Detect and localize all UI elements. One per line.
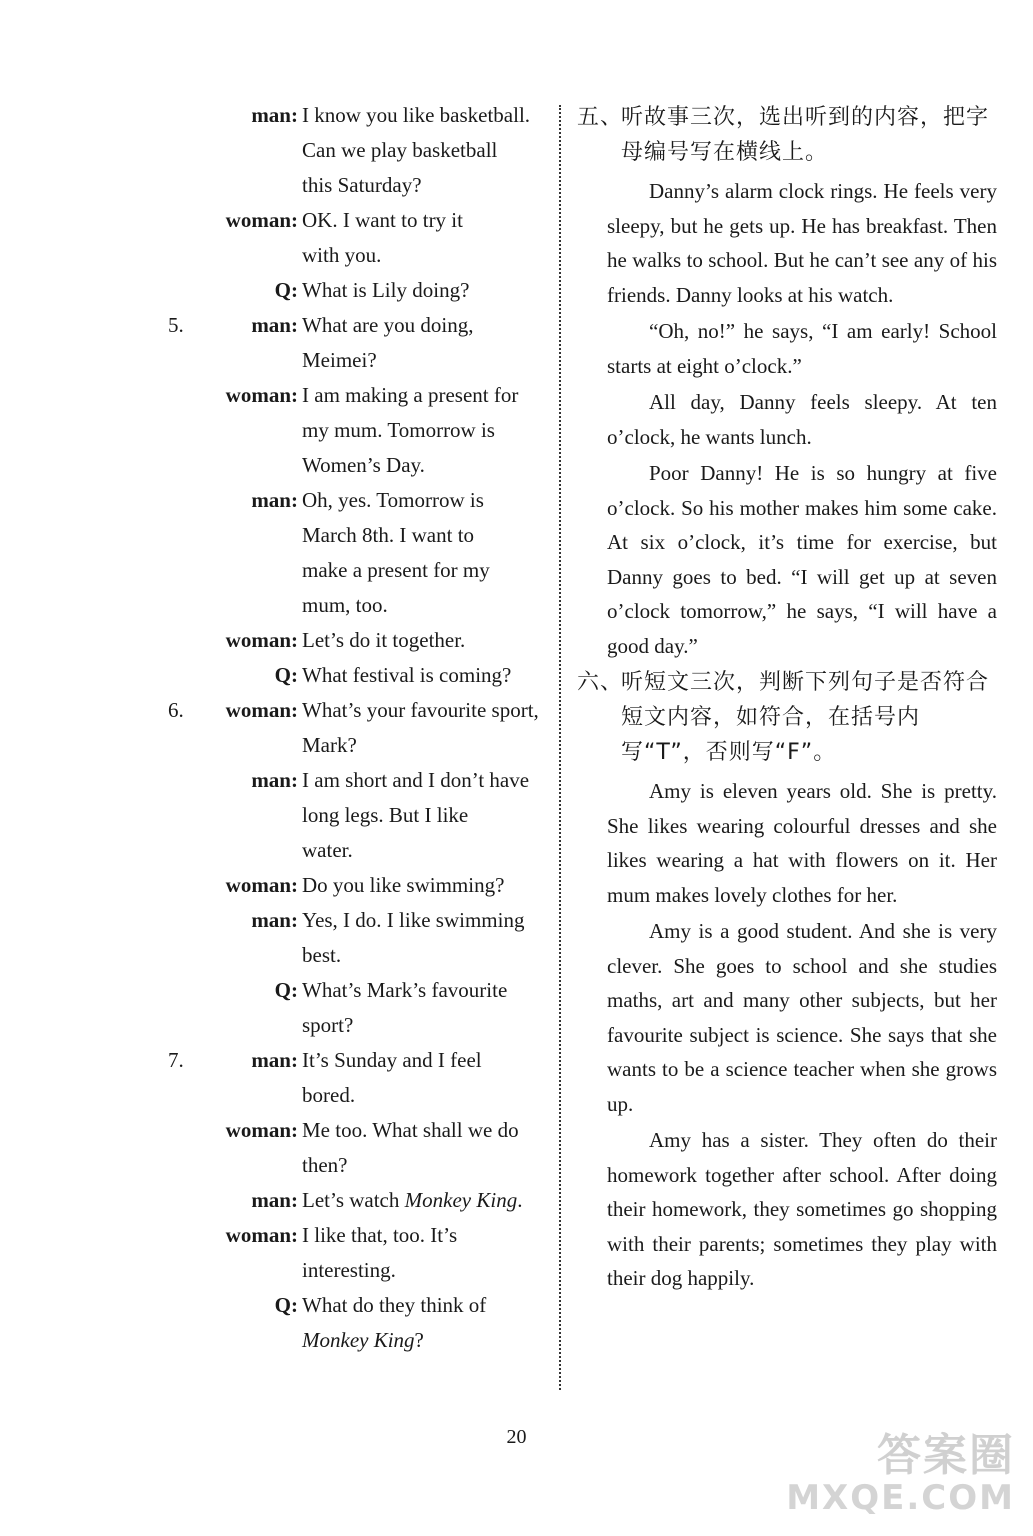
- dialogue-turn: [150, 483, 550, 623]
- dialogue-text-line: March 8th. I want to: [302, 523, 475, 547]
- question-number: 6.: [168, 698, 184, 722]
- dialogue-turn: [150, 693, 550, 763]
- dialogue-text-line: bored.: [302, 1083, 356, 1107]
- dialogue-text-line: Monkey King?: [302, 1328, 424, 1352]
- speaker-label: woman :: [226, 693, 298, 728]
- dialogue-text-line: What’s Mark’s favourite: [302, 978, 508, 1002]
- dialogue-text-line: What festival is coming?: [302, 663, 512, 687]
- speaker-label: woman :: [226, 1218, 298, 1253]
- dialogue-turn: [150, 378, 550, 483]
- dialogue-turn: [150, 623, 550, 658]
- column-divider: [559, 105, 561, 1390]
- dialogue-turn: [150, 98, 550, 203]
- section-5-story: [577, 174, 997, 663]
- dialogue-turn: [150, 1113, 550, 1183]
- dialogue-turn: [150, 973, 550, 1043]
- passage-paragraph: Amy is a good student. And she is very clever. She goes to school and she studies maths, art and many other subjects, but her favourite subject is science. She says that she wants to be a science teacher when she grows up.: [607, 919, 997, 1116]
- question-number: 5.: [168, 313, 184, 337]
- speaker-label: woman :: [226, 378, 298, 413]
- dialogue-turn: [150, 658, 550, 693]
- speaker-label: man :: [251, 1043, 298, 1078]
- section-6-number: 六、: [577, 670, 624, 695]
- speaker-label: Q :: [275, 1288, 298, 1323]
- dialogue-text-line: Let’s do it together.: [302, 628, 466, 652]
- story-paragraph: All day, Danny feels sleepy. At ten o’clock, he wants lunch.: [607, 390, 997, 449]
- dialogue-text-line: Can we play basketball: [302, 138, 498, 162]
- dialogue-turn: [150, 868, 550, 903]
- dialogue-text-line: best.: [302, 943, 342, 967]
- dialogue-text-line: long legs. But I like: [302, 803, 469, 827]
- page-number: 20: [506, 1426, 527, 1448]
- watermark-chinese: 答案圈: [877, 1430, 1015, 1481]
- dialogue-text-line: I am making a present for: [302, 383, 519, 407]
- dialogue-text-line: make a present for my: [302, 558, 490, 582]
- dialogue-text-line: I like that, too. It’s: [302, 1223, 458, 1247]
- dialogue-text-line: then?: [302, 1153, 348, 1177]
- dialogue-text-line: I am short and I don’t have: [302, 768, 530, 792]
- dialogue-text-line: What is Lily doing?: [302, 278, 470, 302]
- story-paragraph: Poor Danny! He is so hungry at five o’clock. So his mother makes him some cake. At six o’clock, it’s time for exercise, but Danny goes to bed. “I will get up at seven o’clock tomorrow,” he says, “I will have a good day.”: [607, 461, 997, 658]
- section-6-passage: [577, 774, 997, 1296]
- dialogue-turn: [150, 763, 550, 868]
- story-paragraph: Danny’s alarm clock rings. He feels very sleepy, but he gets up. He has breakfast. Then he walks to school. But he can’t see any of his friends. Danny looks at his watch.: [607, 179, 997, 307]
- section-5-number: 五、: [577, 105, 624, 130]
- dialogue-turn: [150, 1183, 550, 1218]
- dialogue-text-line: with you.: [302, 243, 382, 267]
- section-6-heading: [577, 665, 997, 770]
- speaker-label: Q :: [275, 273, 298, 308]
- dialogue-text-line: Women’s Day.: [302, 453, 425, 477]
- dialogue-text-line: What do they think of: [302, 1293, 487, 1317]
- speaker-label: man :: [251, 308, 298, 343]
- dialogue-text-line: Me too. What shall we do: [302, 1118, 519, 1142]
- dialogue-turn: [150, 308, 550, 378]
- dialogue-text-line: this Saturday?: [302, 173, 422, 197]
- speaker-label: man :: [251, 98, 298, 133]
- dialogue-text-line: I know you like basketball.: [302, 103, 531, 127]
- dialogue-text-line: Meimei?: [302, 348, 377, 372]
- dialogue-turn: [150, 903, 550, 973]
- passage-column: [577, 100, 997, 1298]
- speaker-label: man :: [251, 1183, 298, 1218]
- section-6-instruction: 听短文三次，判断下列句子是否符合短文内容，如符合，在括号内写“T”，否则写“F”。: [621, 670, 990, 765]
- dialogue-text-line: What’s your favourite sport,: [302, 698, 539, 722]
- section-5-heading: [577, 100, 997, 170]
- dialogue-text-line: Do you like swimming?: [302, 873, 505, 897]
- watermark-logo: [785, 1432, 1015, 1522]
- speaker-label: woman :: [226, 203, 298, 238]
- section-5-instruction: 听故事三次，选出听到的内容，把字母编号写在横线上。: [621, 105, 990, 165]
- dialogue-text-line: Yes, I do. I like swimming: [302, 908, 525, 932]
- speaker-label: woman :: [226, 623, 298, 658]
- dialogue-text-line: Let’s watch Monkey King.: [302, 1188, 523, 1212]
- dialogue-text-line: water.: [302, 838, 353, 862]
- dialogue-text-line: Oh, yes. Tomorrow is: [302, 488, 484, 512]
- speaker-label: Q :: [275, 973, 298, 1008]
- dialogue-text-line: What are you doing,: [302, 313, 474, 337]
- dialogue-turn: [150, 273, 550, 308]
- speaker-label: Q :: [275, 658, 298, 693]
- dialogue-turn: [150, 1043, 550, 1113]
- passage-paragraph: Amy has a sister. They often do their homework together after school. After doing their homework, they sometimes go shopping with their parents; sometimes they play with their dog happily.: [607, 1128, 997, 1290]
- dialogue-column: [150, 98, 550, 1358]
- passage-paragraph: Amy is eleven years old. She is pretty. She likes wearing colourful dresses and she likes wearing a hat with flowers on it. Her mum makes lovely clothes for her.: [607, 779, 997, 907]
- dialogue-turn: [150, 203, 550, 273]
- dialogue-text-line: interesting.: [302, 1258, 396, 1282]
- speaker-label: man :: [251, 763, 298, 798]
- dialogue-text-line: OK. I want to try it: [302, 208, 463, 232]
- watermark-domain: MXQE.COM: [786, 1478, 1015, 1518]
- story-paragraph: “Oh, no!” he says, “I am early! School starts at eight o’clock.”: [607, 319, 997, 378]
- dialogue-turn: [150, 1288, 550, 1358]
- dialogue-text-line: sport?: [302, 1013, 354, 1037]
- speaker-label: man :: [251, 903, 298, 938]
- dialogue-text-line: It’s Sunday and I feel: [302, 1048, 482, 1072]
- speaker-label: woman :: [226, 1113, 298, 1148]
- dialogue-text-line: my mum. Tomorrow is: [302, 418, 495, 442]
- question-number: 7.: [168, 1048, 184, 1072]
- dialogue-turn: [150, 1218, 550, 1288]
- dialogue-text-line: mum, too.: [302, 593, 388, 617]
- speaker-label: woman :: [226, 868, 298, 903]
- speaker-label: man :: [251, 483, 298, 518]
- dialogue-text-line: Mark?: [302, 733, 357, 757]
